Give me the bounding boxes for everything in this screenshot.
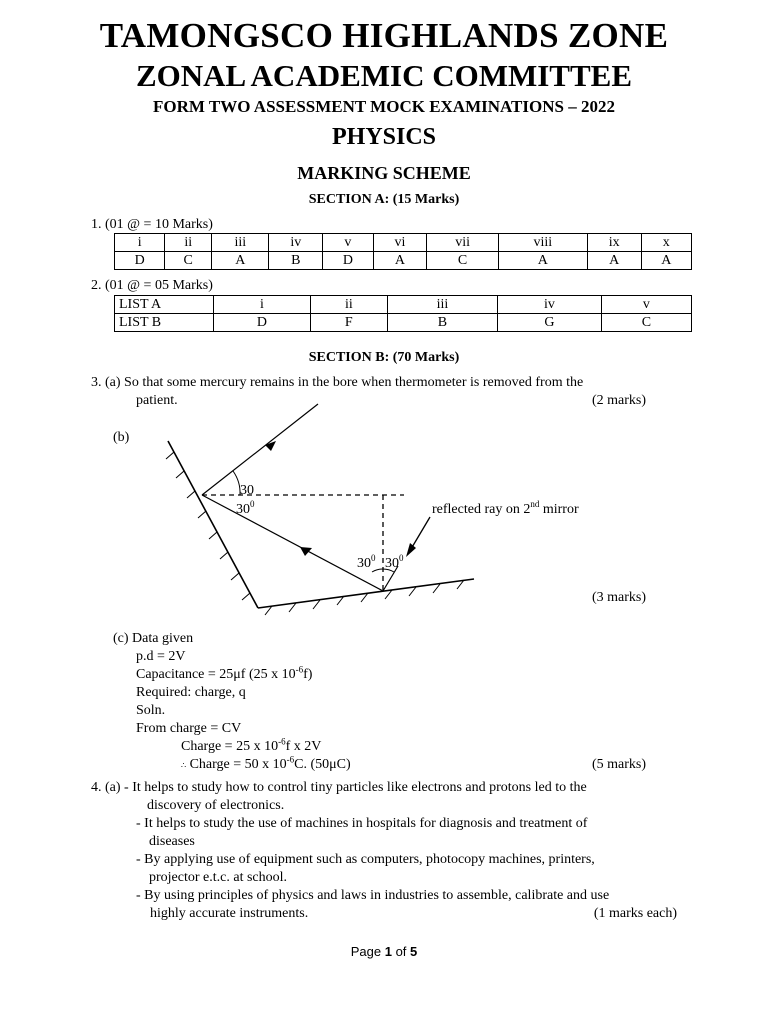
table-cell: D xyxy=(323,252,373,270)
section-b-title: SECTION B: (70 Marks) xyxy=(308,350,460,365)
table-cell: ii xyxy=(165,234,212,252)
angle-label: $30^0$ xyxy=(385,553,404,571)
table-cell: iii xyxy=(212,234,269,252)
table-cell: viii xyxy=(498,234,587,252)
q3c-line: From charge = CV xyxy=(136,721,242,736)
table-cell: LIST A xyxy=(115,296,214,314)
second-mirror xyxy=(258,579,474,608)
table-cell: A xyxy=(641,252,691,270)
table-cell: ix xyxy=(587,234,641,252)
table-cell: D xyxy=(115,252,165,270)
table-cell: B xyxy=(269,252,323,270)
table-cell: ii xyxy=(310,296,387,314)
q4a-line: projector e.t.c. at school. xyxy=(149,870,288,885)
q3c-capacitance: Capacitance = 25μf (25 x $10^{-6}f$) xyxy=(136,664,313,682)
scheme-title: MARKING SCHEME xyxy=(297,163,471,183)
angle-label: $30^0$ xyxy=(357,553,376,571)
angle-label: 30 xyxy=(240,483,254,498)
table-cell: LIST B xyxy=(115,314,214,332)
table-cell: G xyxy=(498,314,602,332)
q3c-heading: (c) Data given xyxy=(113,631,194,646)
q4a-line: highly accurate instruments. xyxy=(150,906,309,921)
q3c-line: p.d = 2V xyxy=(136,649,186,664)
table-cell: x xyxy=(641,234,691,252)
table-cell: v xyxy=(323,234,373,252)
table-cell: v xyxy=(601,296,691,314)
q3c-marks: (5 marks) xyxy=(591,757,646,772)
angle-arc xyxy=(233,471,240,495)
incident-ray xyxy=(202,404,318,495)
table-cell: A xyxy=(212,252,269,270)
table-cell: i xyxy=(214,296,311,314)
reflected-ray-1 xyxy=(202,495,383,591)
q1-label: 1. (01 @ = 10 Marks) xyxy=(91,217,213,232)
table-cell: A xyxy=(587,252,641,270)
exam-title: FORM TWO ASSESSMENT MOCK EXAMINATIONS – 2022 xyxy=(153,97,615,116)
table-cell: vi xyxy=(373,234,427,252)
q4a-line: diseases xyxy=(149,834,195,849)
table-cell: C xyxy=(165,252,212,270)
q4a-line: - By applying use of equipment such as computers, photocopy machines, printers, xyxy=(136,852,595,867)
table-cell: C xyxy=(601,314,691,332)
table-cell: vii xyxy=(427,234,498,252)
q4a-marks: (1 marks each) xyxy=(593,906,677,921)
section-a-title: SECTION A: (15 Marks) xyxy=(308,192,460,207)
q3b-label: (b) xyxy=(113,430,130,445)
q4a-line: 4. (a) - It helps to study how to control tiny particles like electrons and protons led to the xyxy=(91,780,587,795)
mirror-hatching xyxy=(166,452,464,615)
table-cell: D xyxy=(214,314,311,332)
q3c-line: Soln. xyxy=(136,703,166,718)
q3a-marks: (2 marks) xyxy=(591,393,646,408)
table-cell: A xyxy=(498,252,587,270)
q4a-line: - By using principles of physics and laws in industries to assemble, calibrate and use xyxy=(136,888,610,903)
q3a-line1: 3. (a) So that some mercury remains in the bore when thermometer is removed from the xyxy=(91,375,584,390)
subject-title: PHYSICS xyxy=(331,124,437,150)
q2-label: 2. (01 @ = 05 Marks) xyxy=(91,278,213,293)
q3a-line2: patient. xyxy=(136,393,178,408)
q3c-charge-step: Charge = 25 x $10^{-6}f$ x 2V xyxy=(181,736,322,754)
q4a-line: - It helps to study the use of machines in hospitals for diagnosis and treatment of xyxy=(136,816,588,831)
reflected-ray-arrow xyxy=(300,547,312,556)
table-cell: i xyxy=(115,234,165,252)
reflected-ray-annotation: reflected ray on 2nd mirror xyxy=(432,499,579,517)
table-cell: iii xyxy=(387,296,497,314)
table-cell: C xyxy=(427,252,498,270)
table-cell: iv xyxy=(498,296,602,314)
first-mirror xyxy=(168,441,258,608)
committee-title: ZONAL ACADEMIC COMMITTEE xyxy=(135,58,633,93)
zone-title: TAMONGSCO HIGHLANDS ZONE xyxy=(99,16,669,55)
annotation-pointer xyxy=(411,517,430,549)
table-cell: F xyxy=(310,314,387,332)
page-number: Page 1 of 5 xyxy=(350,944,418,959)
table-cell: A xyxy=(373,252,427,270)
q3c-charge-result: ∴ Charge = 50 x $10^{-6}C$. (50μC) xyxy=(181,754,351,772)
angle-label: $30^0$ xyxy=(236,499,255,517)
table-cell: iv xyxy=(269,234,323,252)
q4a-line: discovery of electronics. xyxy=(147,798,285,813)
pointer-arrowhead xyxy=(406,543,416,557)
angle-arc xyxy=(372,569,383,572)
q3c-line: Required: charge, q xyxy=(136,685,246,700)
table-cell: B xyxy=(387,314,497,332)
incident-arrow xyxy=(265,441,276,451)
q3b-marks: (3 marks) xyxy=(591,590,646,605)
